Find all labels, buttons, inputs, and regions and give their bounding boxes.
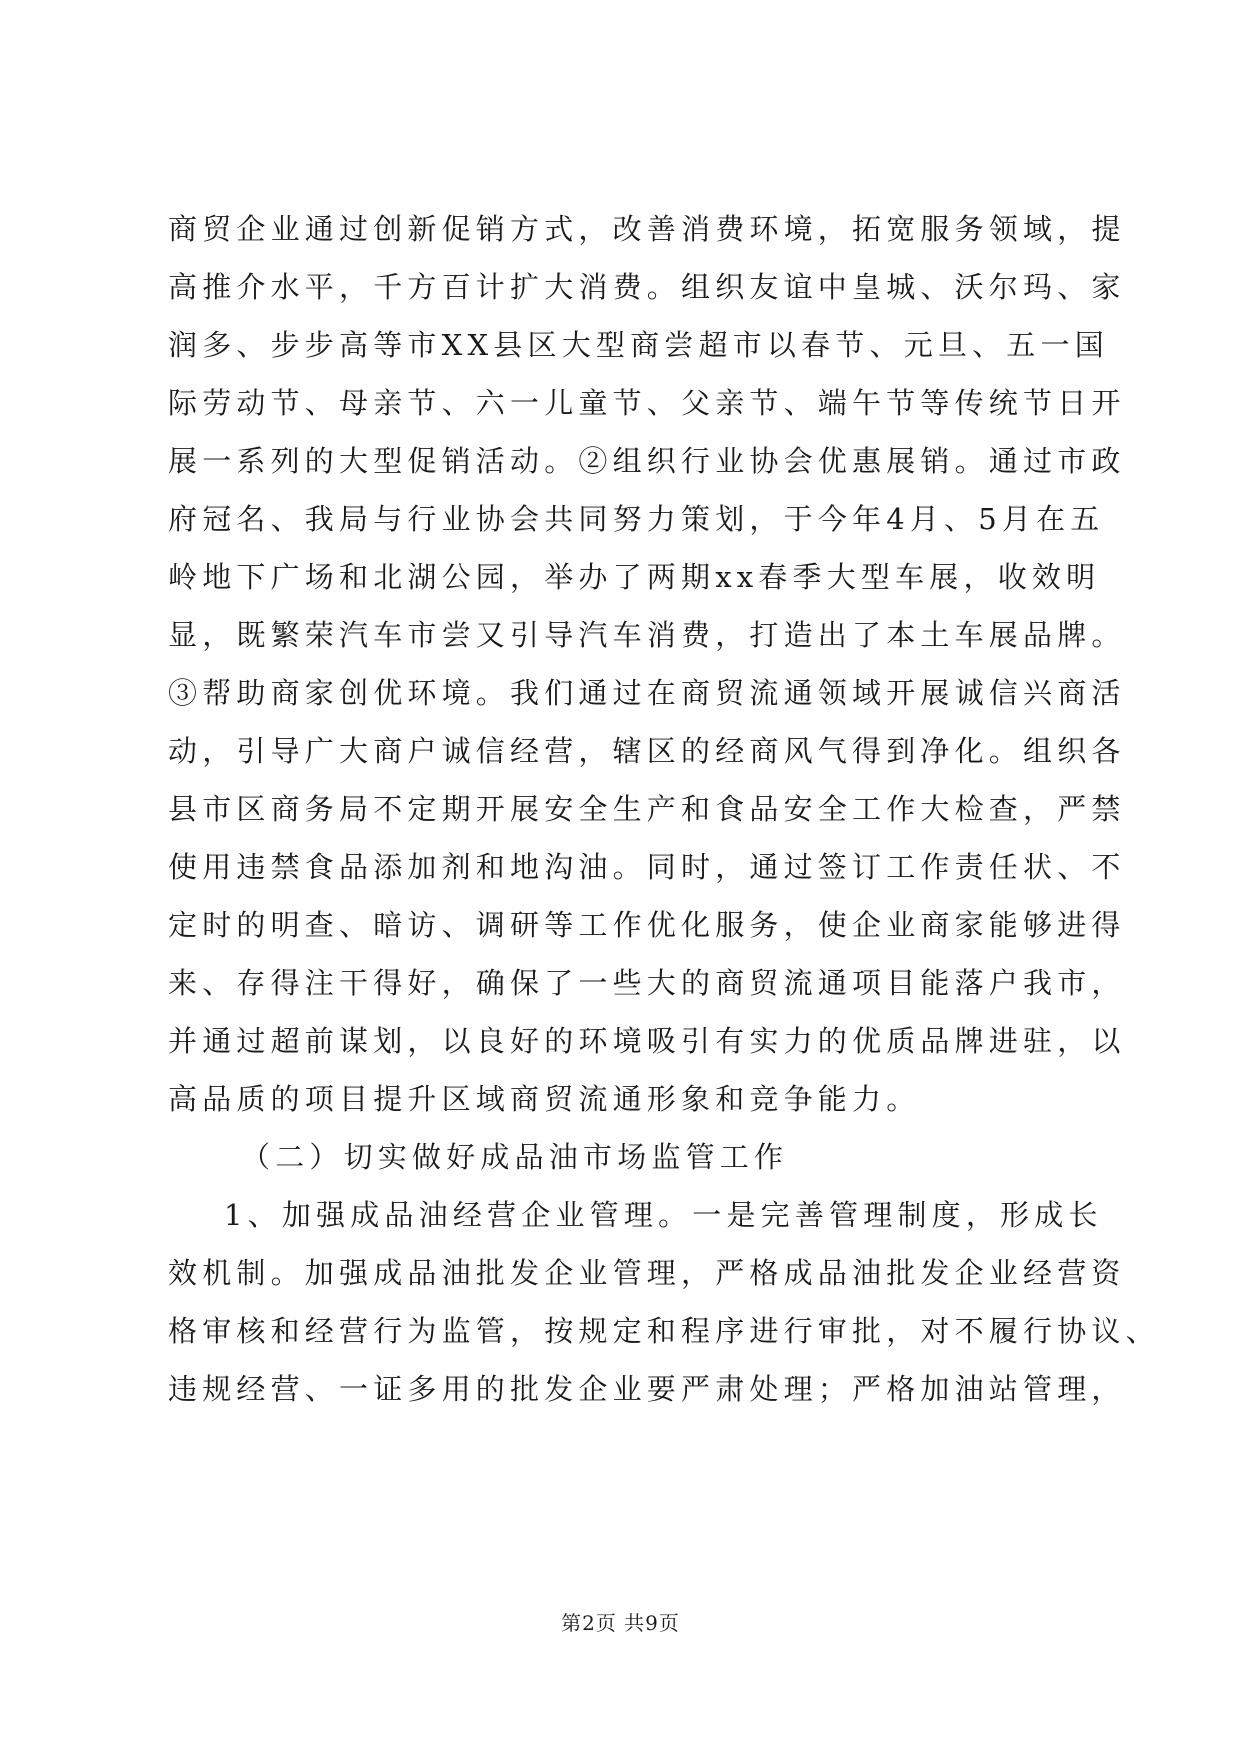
body-line: 效机制。加强成品油批发企业管理，严格成品油批发企业经营资	[168, 1256, 1126, 1290]
body-line: 1、加强成品油经营企业管理。一是完善管理制度，形成长	[224, 1198, 1103, 1232]
body-line: 定时的明查、暗访、调研等工作优化服务，使企业商家能够进得	[168, 908, 1126, 942]
body-line: 商贸企业通过创新促销方式，改善消费环境，拓宽服务领域，提	[168, 212, 1126, 246]
body-line: 显，既繁荣汽车市尝又引导汽车消费，打造出了本土车展品牌。	[168, 618, 1126, 652]
body-line: 润多、步步高等市XX县区大型商尝超市以春节、元旦、五一国	[168, 328, 1109, 362]
body-line: 使用违禁食品添加剂和地沟油。同时，通过签订工作责任状、不	[168, 850, 1126, 884]
page-number-footer: 第2页 共9页	[561, 1611, 680, 1635]
body-line: 来、存得注干得好，确保了一些大的商贸流通项目能落户我市，	[168, 966, 1126, 1000]
body-line: 展一系列的大型促销活动。②组织行业协会优惠展销。通过市政	[168, 444, 1126, 478]
body-line: 高推介水平，千方百计扩大消费。组织友谊中皇城、沃尔玛、家	[168, 270, 1126, 304]
body-line: 违规经营、一证多用的批发企业要严肃处理；严格加油站管理，	[168, 1372, 1126, 1406]
body-line: 高品质的项目提升区域商贸流通形象和竞争能力。	[168, 1082, 921, 1116]
body-line: 动，引导广大商户诚信经营，辖区的经商风气得到净化。组织各	[168, 734, 1126, 768]
body-line: 格审核和经营行为监管，按规定和程序进行审批，对不履行协议、	[168, 1314, 1160, 1348]
body-line: ③帮助商家创优环境。我们通过在商贸流通领域开展诚信兴商活	[168, 676, 1126, 710]
body-line: 岭地下广场和北湖公园，举办了两期xx春季大型车展，收效明	[168, 560, 1101, 594]
body-line: 县市区商务局不定期开展安全生产和食品安全工作大检查，严禁	[168, 792, 1126, 826]
body-line: 际劳动节、母亲节、六一儿童节、父亲节、端午节等传统节日开	[168, 386, 1126, 420]
section-heading: （二）切实做好成品油市场监管工作	[241, 1140, 789, 1174]
body-line: 府冠名、我局与行业协会共同努力策划，于今年4月、5月在五	[168, 502, 1105, 536]
body-line: 并通过超前谋划，以良好的环境吸引有实力的优质品牌进驻，以	[168, 1024, 1126, 1058]
